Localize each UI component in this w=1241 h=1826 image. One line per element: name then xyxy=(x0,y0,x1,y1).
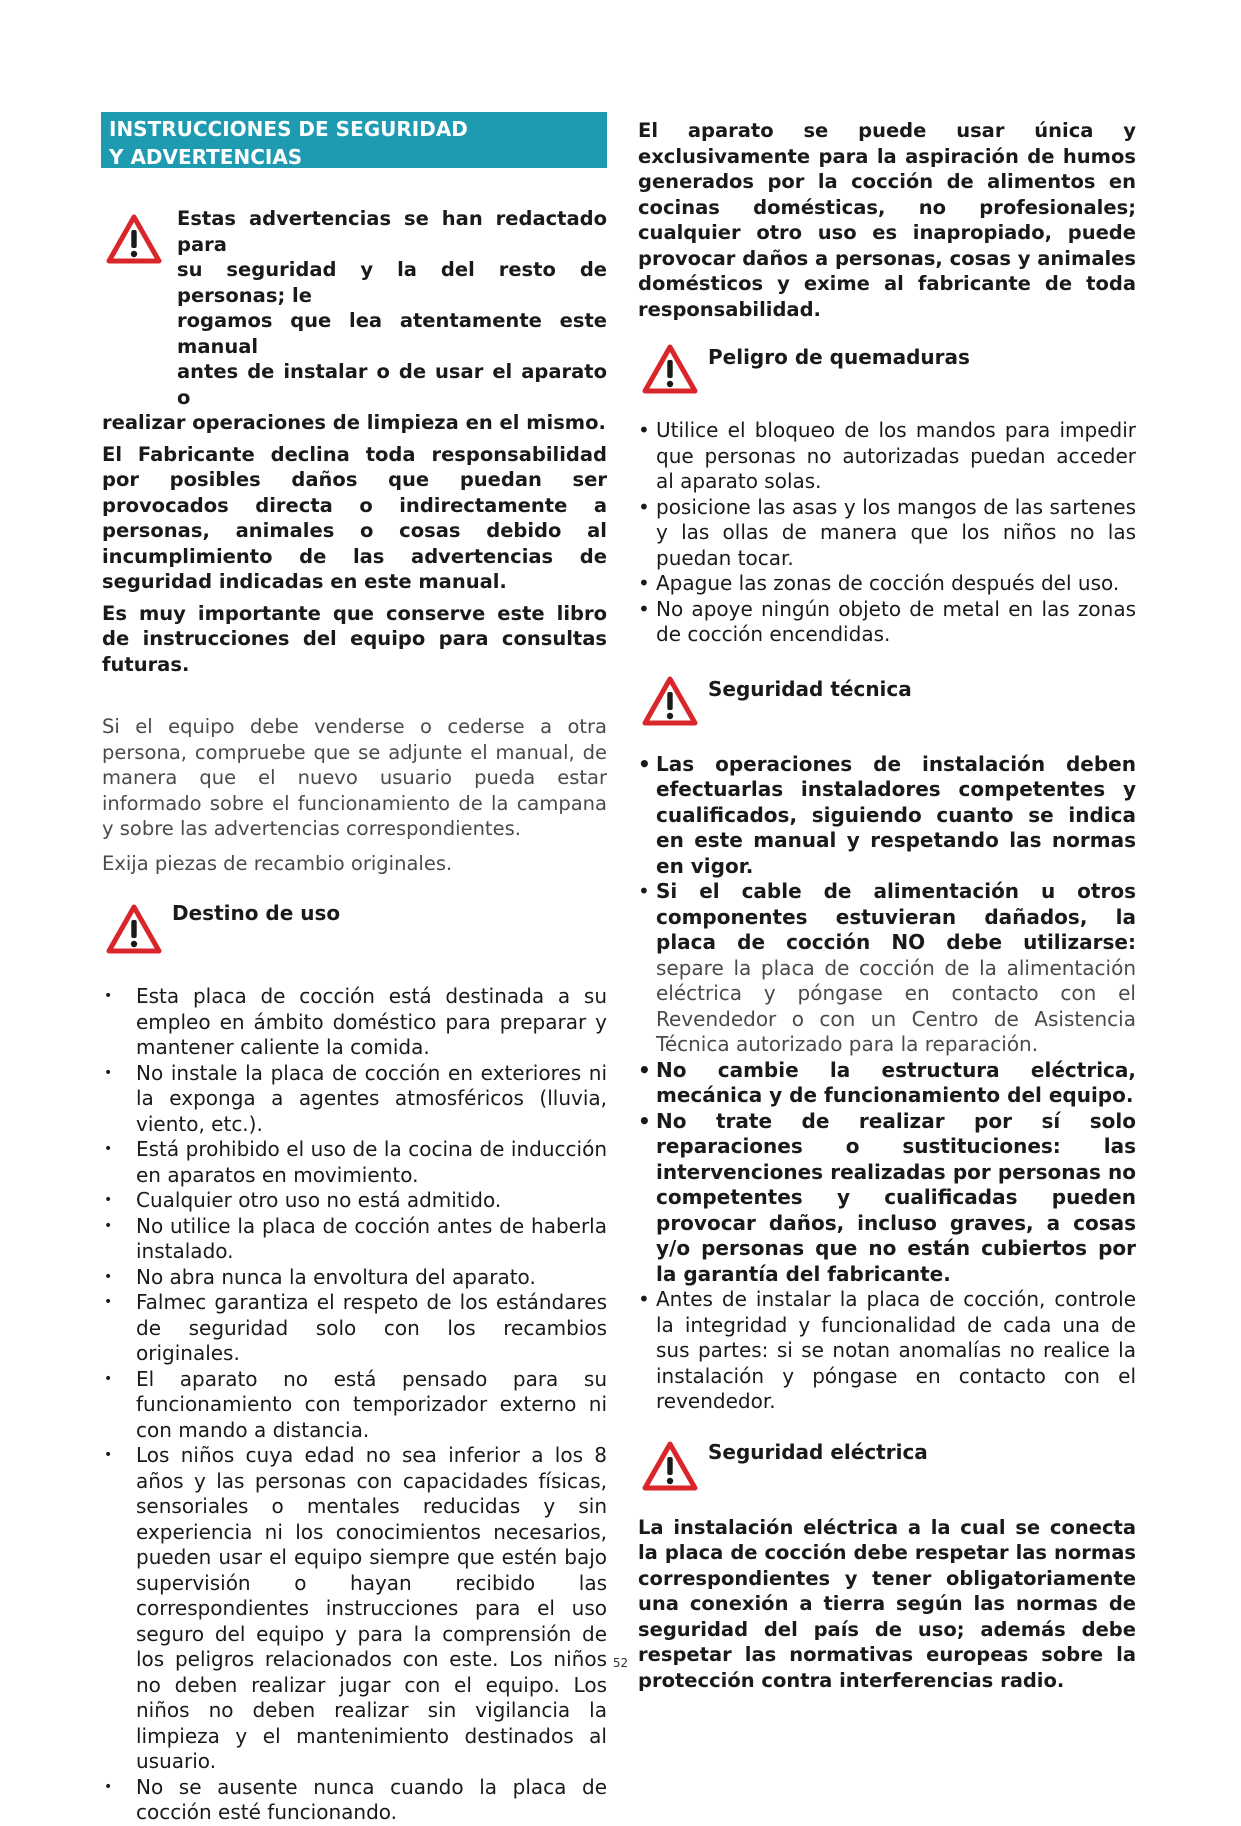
right-column xyxy=(638,112,1136,1693)
warning-triangle-icon xyxy=(642,344,698,394)
keep-manual-paragraph: Es muy importante que conserve este libro de instrucciones del equipo para consultas futuras. xyxy=(102,601,607,676)
list-item: • Apague las zonas de cocción después del uso. xyxy=(638,571,1136,597)
header-line-2: Y ADVERTENCIAS xyxy=(109,145,303,169)
list-item: • No utilice la placa de cocción antes de haberla instalado. xyxy=(102,1214,607,1265)
list-item: • Falmec garantiza el respeto de los estándares de seguridad solo con los recambios originales. xyxy=(102,1290,607,1367)
header-line-1: INSTRUCCIONES DE SEGURIDAD xyxy=(109,117,468,141)
list-item xyxy=(638,879,1136,1058)
resale-paragraph: Si el equipo debe venderse o cederse a otra persona, compruebe que se adjunte el manual, de manera que el nuevo usuario pueda estar informado sobre el funcionamiento de la campana y sobre las advertencias correspondientes. xyxy=(102,715,607,840)
list-item: • El aparato no está pensado para su funcionamiento con temporizador externo ni con mando a distancia. xyxy=(102,1367,607,1444)
list-item: • Los niños cuya edad no sea inferior a los 8 años y las personas con capacidades físicas, sensoriales o mentales reducidas y sin experiencia ni los conocimientos necesarios, pueden usar el equipo siempre que estén bajo supervisión o hayan recibido las correspondientes instrucciones para el uso seguro del equipo y para la comprensión de los peligros relacionados con este. Los niños no deben realizar jugar con el equipo. Los niños no deben realizar sin vigilancia la limpieza y el mantenimiento destinados al usuario. xyxy=(102,1443,607,1775)
destino-list xyxy=(102,984,607,1826)
intro-line-3: rogamos que lea atentamente este manual xyxy=(177,309,607,358)
disclaimer-paragraph: El Fabricante declina toda responsabilidad por posibles daños que puedan ser provocados directa o indirectamente a personas, animales o cosas debido al incumplimiento de las advertencias de seguridad indicadas en este manual. xyxy=(102,442,607,593)
intro-line-2: su seguridad y la del resto de personas; le xyxy=(177,258,607,307)
intro-line-4: antes de instalar o de usar el aparato o xyxy=(177,360,607,409)
list-item: • No apoye ningún objeto de metal en las zonas de cocción encendidas. xyxy=(638,597,1136,648)
list-item: • Antes de instalar la placa de cocción, controle la integridad y funcionalidad de cada una de sus partes: si se notan anomalías no realice la instalación y póngase en contacto con el revendedor. xyxy=(638,1287,1136,1415)
destino-title: Destino de uso xyxy=(172,901,341,925)
spares-paragraph: Exija piezas de recambio originales. xyxy=(102,851,453,875)
elec-title: Seguridad eléctrica xyxy=(708,1439,928,1464)
warning-triangle-icon xyxy=(642,676,698,726)
warning-triangle-icon xyxy=(642,1441,698,1491)
elec-heading-row xyxy=(638,1437,1136,1515)
page-number: 52 xyxy=(612,1656,629,1670)
list-item: • No trate de realizar por sí solo reparaciones o sustituciones: las intervenciones realizadas por personas no competentes y cualificadas pueden provocar daños, incluso graves, a cosas y/o personas que no están cubiertos por la garantía del fabricante. xyxy=(638,1109,1136,1288)
cable-warning-bold: Si el cable de alimentación u otros componentes estuvieran dañados, la placa de cocción NO debe utilizarse: xyxy=(656,879,1136,954)
list-item: • Cualquier otro uso no está admitido. xyxy=(102,1188,607,1214)
warning-triangle-icon xyxy=(106,904,162,954)
list-item: • No cambie la estructura eléctrica, mecánica y de funcionamiento del equipo. xyxy=(638,1058,1136,1109)
intro-warning xyxy=(102,206,607,436)
list-item: • No instale la placa de cocción en exteriores ni la exponga a agentes atmosféricos (lluvia, viento, etc.). xyxy=(102,1061,607,1138)
tech-heading-row xyxy=(638,674,1136,752)
tech-title: Seguridad técnica xyxy=(708,676,912,701)
intro-line-1: Estas advertencias se han redactado para xyxy=(177,207,607,256)
list-item: • No se ausente nunca cuando la placa de cocción esté funcionando. xyxy=(102,1775,607,1826)
burn-title: Peligro de quemaduras xyxy=(708,345,970,369)
electrical-paragraph: La instalación eléctrica a la cual se conecta la placa de cocción debe respetar las normas correspondientes y tener obligatoriamente una conexión a tierra según las normas de seguridad del país de uso; además debe respetar las normativas europeas sobre la protección contra interferencias radio. xyxy=(638,1515,1136,1692)
left-column xyxy=(102,112,607,1826)
list-item: • No abra nunca la envoltura del aparato. xyxy=(102,1265,607,1291)
destino-heading-row xyxy=(102,896,607,984)
cable-warning-detail: separe la placa de cocción de la alimentación eléctrica y póngase en contacto con el Revendedor o con un Centro de Asistencia Técnica autorizado para la reparación. xyxy=(656,955,1136,1056)
tech-list xyxy=(638,752,1136,1415)
warning-triangle-icon xyxy=(106,214,162,264)
list-item: • Está prohibido el uso de la cocina de inducción en aparatos en movimiento. xyxy=(102,1137,607,1188)
burn-heading-row xyxy=(638,342,1136,418)
list-item: • Esta placa de cocción está destinada a su empleo en ámbito doméstico para preparar y mantener caliente la comida. xyxy=(102,984,607,1061)
list-item: • Utilice el bloqueo de los mandos para impedir que personas no autorizadas puedan acceder al aparato solas. xyxy=(638,418,1136,495)
section-header xyxy=(101,112,607,168)
intro-line-5: realizar operaciones de limpieza en el mismo. xyxy=(102,411,606,434)
list-item: • Las operaciones de instalación deben efectuarlas instaladores competentes y cualificados, siguiendo cuanto se indica en este manual y respetando las normas en vigor. xyxy=(638,752,1136,880)
burn-list xyxy=(638,418,1136,648)
exclusive-use-paragraph: El aparato se puede usar única y exclusivamente para la aspiración de humos generados por la cocción de alimentos en cocinas domésticas, no profesionales; cualquier otro uso es inapropiado, puede provocar daños a personas, cosas y animales domésticos y exime al fabricante de toda responsabilidad. xyxy=(638,119,1136,321)
list-item: • posicione las asas y los mangos de las sartenes y las ollas de manera que los niños no las puedan tocar. xyxy=(638,495,1136,572)
